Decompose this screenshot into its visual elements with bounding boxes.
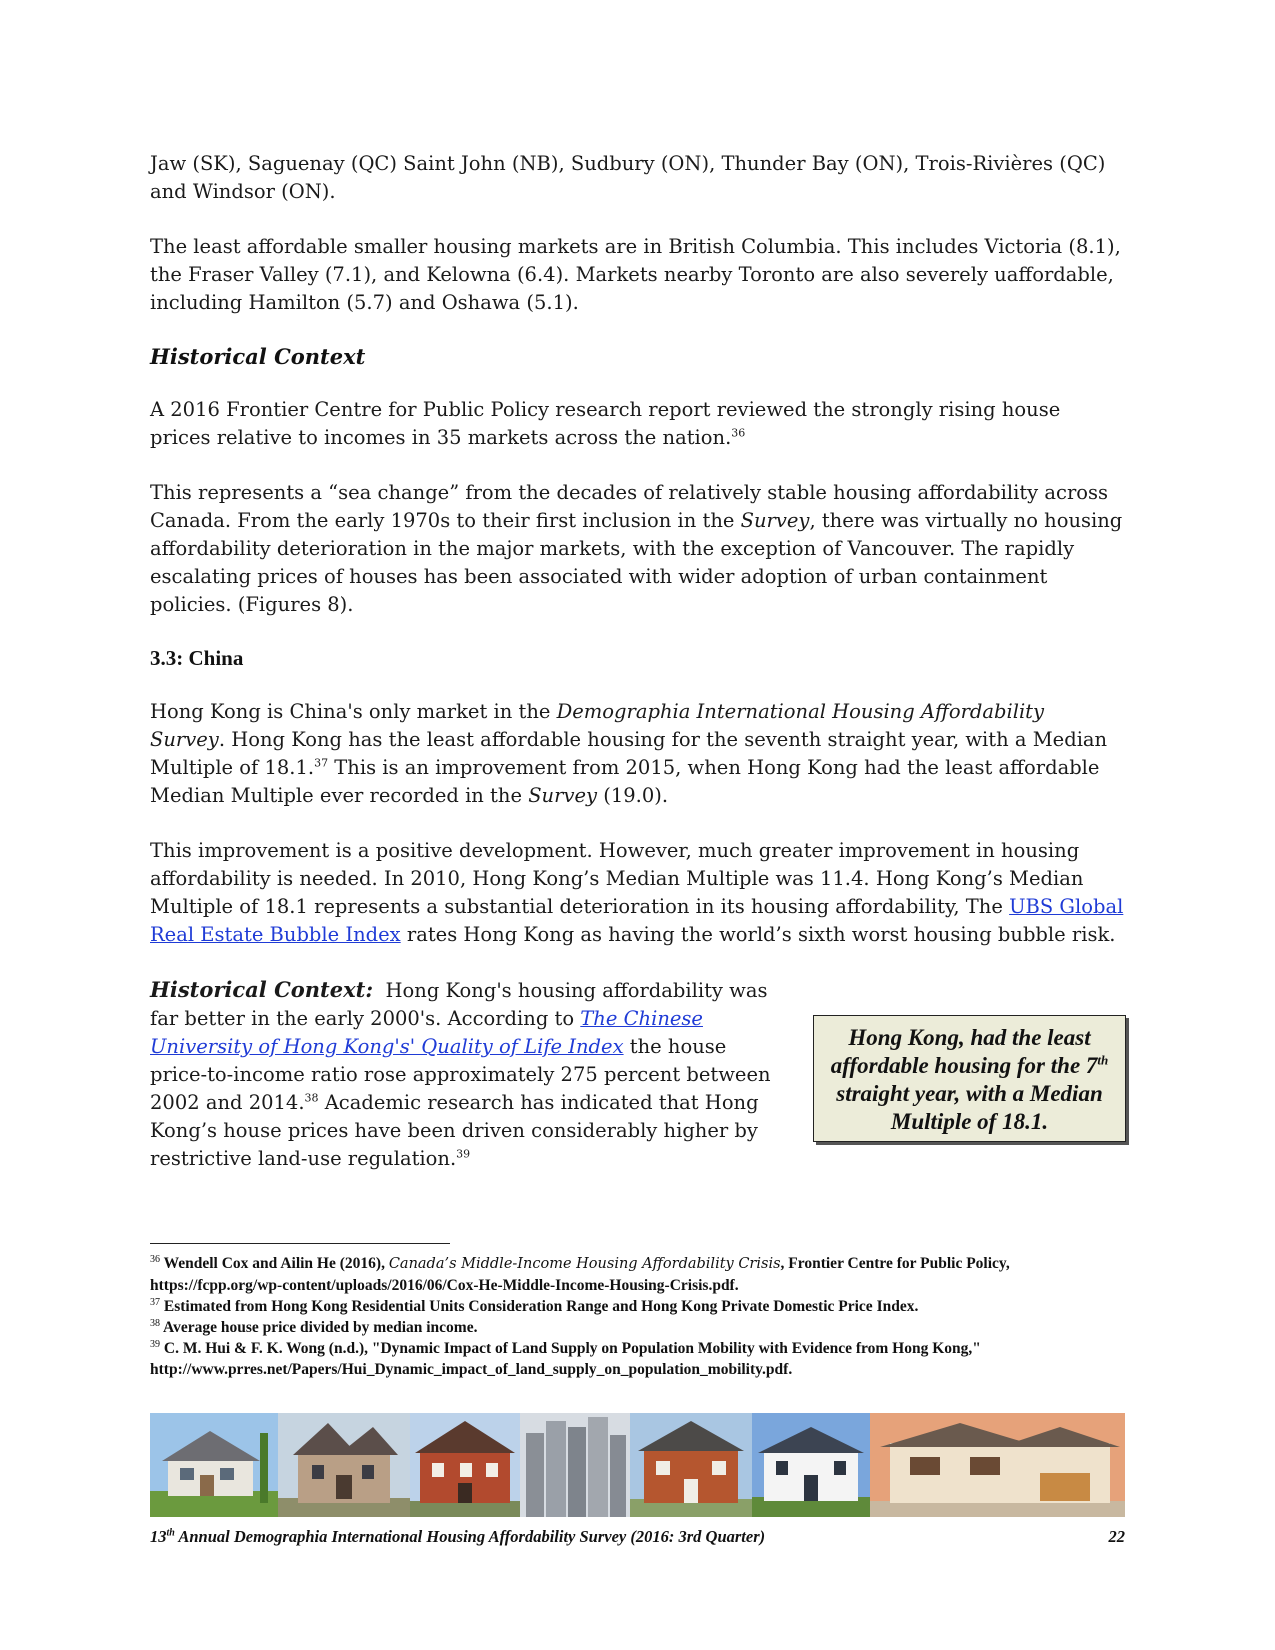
footnote-ref-37[interactable]: 37 xyxy=(314,756,329,770)
highrise-photo xyxy=(520,1413,630,1517)
historical-paragraph-2: This represents a “sea change” from the decades of relatively stable housing affordability across Canada. From the early 1970s to their first inclusion in the Survey, there was virtually no housing affordability deterioration in the major markets, with the exception of Vancouver. The rapidly escalating prices of houses has been associated with wider adoption of urban containment policies. (Figures 8). xyxy=(150,481,1123,616)
page-footer xyxy=(150,1527,1125,1547)
footer-title: 13th Annual Demographia International Housing Affordability Survey (2016: 3rd Quarter) xyxy=(150,1527,766,1546)
hk-historical-paragraph: Historical Context: Hong Kong's housing affordability was far better in the early 2000's. According to The Chinese University of Hong Kong's' Quality of Life Index the house price-to-income ratio rose approximately 275 percent between 2002 and 2014.38 Academic research has indicated that Hong Kong’s house prices have been driven considerably higher by restrictive land-use regulation.$^{39}$ xyxy=(150,977,771,1170)
quality-of-life-index-link[interactable]: The Chinese University of Hong Kong's' Quality of Life Index xyxy=(150,1007,703,1058)
footnote-ref-38[interactable]: 38 xyxy=(304,1091,319,1105)
footnote-37: $^{37}$ Estimated from Hong Kong Residential Units Consideration Range and Hong Kong Private Domestic Price Index. xyxy=(150,1296,919,1315)
historical-paragraph-1: A 2016 Frontier Centre for Public Policy research report reviewed the strongly rising house prices relative to incomes in 35 markets across the nation.$^{36}$ xyxy=(150,398,1061,449)
footnote-39: $^{39}$ C. M. Hui & F. K. Wong (n.d.), "Dynamic Impact of Land Supply on Population Mobility with Evidence from Hong Kong," http://www.prres.net/Papers/Hui_Dynamic_impact_of_land_supply_on_population_mobility.pdf. xyxy=(150,1338,981,1378)
intro-paragraph-2: The least affordable smaller housing markets are in British Columbia. This includes Victoria (8.1), the Fraser Valley (7.1), and Kelowna (6.4). Markets nearby Toronto are also severely uaffordable, including Hamilton (5.7) and Oshawa (5.1). xyxy=(150,235,1121,314)
footnote-38: $^{38}$ Average house price divided by median income. xyxy=(150,1317,478,1336)
footnote-ref-36[interactable]: 36 xyxy=(731,426,746,440)
hk-historical-column xyxy=(150,976,785,1173)
callout-box: Hong Kong, had the least affordable housing for the 7th straight year, with a Median Multiple of 18.1. xyxy=(813,1015,1126,1142)
house-photo-1 xyxy=(150,1413,278,1517)
historical-context-heading: Historical Context xyxy=(150,344,366,369)
house-photo-5 xyxy=(630,1413,752,1517)
china-paragraph-2: This improvement is a positive development. However, much greater improvement in housing affordability is needed. In 2010, Hong Kong’s Median Multiple was 11.4. Hong Kong’s Median Multiple of 18.1 represents a substantial deterioration in its housing affordability, The UBS Global Real Estate Bubble Index rates Hong Kong as having the world’s sixth worst housing bubble risk. xyxy=(150,839,1124,946)
house-photo-2 xyxy=(278,1413,410,1517)
houses-banner xyxy=(150,1413,1125,1517)
house-photo-3 xyxy=(410,1413,520,1517)
house-photo-6 xyxy=(752,1413,870,1517)
house-photo-7 xyxy=(870,1413,1125,1517)
footnotes xyxy=(150,1253,1125,1380)
footnote-36: $^{36}$ Wendell Cox and Ailin He (2016), Canada’s Middle-Income Housing Affordability Crisis, Frontier Centre for Public Policy, https://fcpp.org/wp-content/uploads/2016/06/Cox-He-Middle-Income-Housing-Crisis.pdf. xyxy=(150,1253,1010,1294)
ubs-bubble-index-link[interactable]: UBS Global Real Estate Bubble Index xyxy=(150,895,1124,946)
page-number: 22 xyxy=(1108,1527,1125,1546)
china-heading: 3.3: China xyxy=(150,646,244,670)
china-paragraph-1: Hong Kong is China's only market in the Demographia International Housing Affordability Survey. Hong Kong has the least affordable housing for the seventh straight year, with a Median Multiple of 18.1.37 This is an improvement from 2015, when Hong Kong had the least affordable Median Multiple ever recorded in the Survey (19.0). xyxy=(150,700,1108,807)
hk-historical-heading: Historical Context: xyxy=(150,977,374,1002)
footnote-ref-39[interactable]: 39 xyxy=(456,1147,471,1161)
footnote-divider xyxy=(150,1243,450,1244)
intro-paragraph-1: Jaw (SK), Saguenay (QC) Saint John (NB), Sudbury (ON), Thunder Bay (ON), Trois-Rivières (QC) and Windsor (ON). xyxy=(150,152,1106,203)
